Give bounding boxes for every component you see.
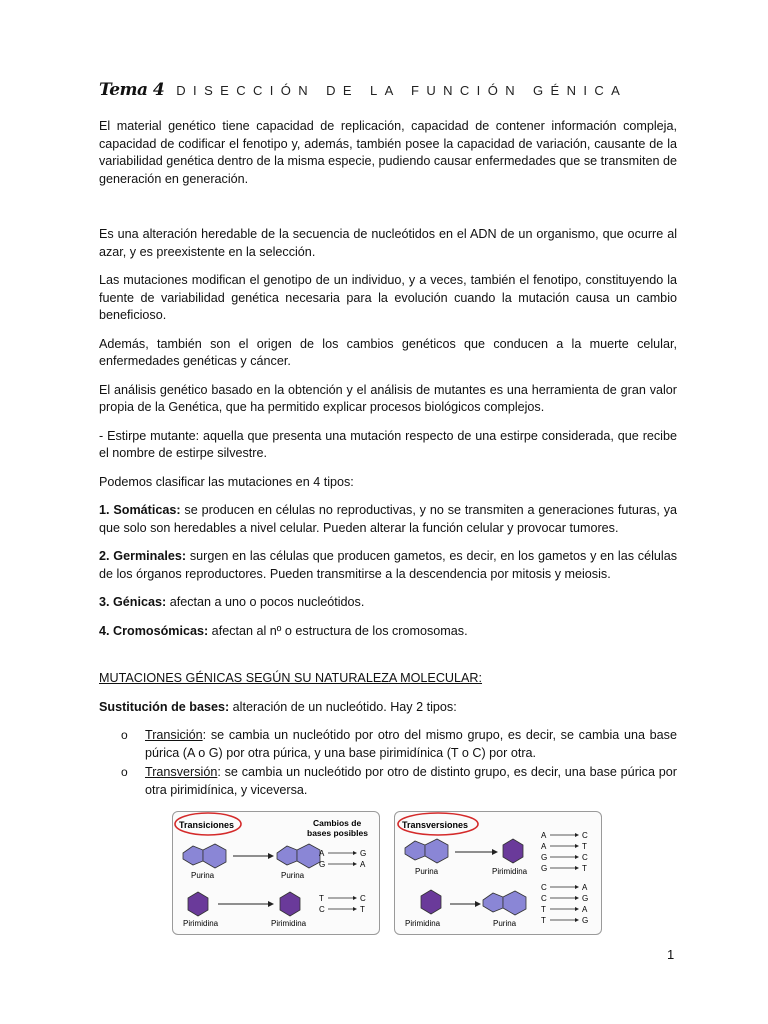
bullet-mark: o — [121, 728, 128, 742]
molecule-label: Purina — [281, 871, 305, 880]
purine-molecule — [277, 844, 320, 868]
pyrimidine-molecule — [280, 892, 300, 916]
list-item — [123, 727, 677, 762]
base-letter: A — [319, 849, 325, 858]
type-label: 2. Germinales: — [99, 549, 187, 563]
pyrimidine-molecule — [188, 892, 208, 916]
base-letter: T — [582, 864, 587, 873]
base-letter: G — [541, 853, 548, 862]
pyrimidine-molecule — [503, 839, 523, 863]
base-letter: T — [360, 905, 365, 914]
figure-subtitle: Cambios de — [313, 818, 362, 828]
bullet-term: Transversión — [145, 765, 218, 779]
substitution-paragraph — [99, 699, 677, 717]
transitions-figure — [172, 811, 380, 935]
figures-area — [172, 811, 606, 935]
type-label: 1. Somáticas: — [99, 503, 181, 517]
base-letter: A — [360, 860, 366, 869]
base-letter: T — [541, 905, 546, 914]
purine-molecule — [183, 844, 226, 868]
type-text: afectan al nº o estructura de los cromosomas. — [208, 623, 468, 638]
base-letter: C — [541, 883, 547, 892]
base-letter: T — [541, 916, 546, 925]
paragraph-genotype: Las mutaciones modifican el genotipo de un individuo, y a veces, también el fenotipo, constituyendo la fuente de variabilidad genética necesaria para la evolución cuando la mutación causa un cambio beneficioso. — [99, 273, 677, 322]
base-letter: G — [360, 849, 367, 858]
arrow-head — [492, 849, 498, 855]
molecule-label: Pirimidina — [405, 919, 441, 928]
transversions-figure — [394, 811, 602, 935]
paragraph-estirpe: - Estirpe mutante: aquella que presenta una mutación respecto de una estirpe considerada, que recibe el nombre de estirpe silvestre. — [99, 428, 677, 460]
purine-molecule — [483, 891, 526, 915]
type-text: se producen en células no reproductivas, y no se transmiten a generaciones futuras, ya que solo son heredables a nivel celular. Pueden alterar la función celular y provocar tumores. — [99, 503, 677, 535]
molecule-label: Purina — [493, 919, 517, 928]
type-item — [99, 594, 677, 612]
title-row — [99, 82, 677, 110]
base-letter: G — [582, 894, 589, 903]
molecule-label: Pirimidina — [183, 919, 219, 928]
base-letter: T — [582, 842, 587, 851]
document-page — [99, 82, 677, 801]
pyrimidine-molecule — [421, 890, 441, 914]
page-number: 1 — [667, 947, 675, 962]
base-letter: A — [582, 905, 588, 914]
molecule-label: Pirimidina — [492, 867, 528, 876]
figure-subtitle: bases posibles — [307, 828, 368, 838]
paragraph-definition: Es una alteración heredable de la secuencia de nucleótidos en el ADN de un organismo, que ocurre al azar, y es preexistente en la selección. — [99, 227, 677, 259]
base-letter: C — [582, 853, 588, 862]
base-letter: C — [360, 894, 366, 903]
arrow-head — [475, 901, 481, 907]
arrow-head — [268, 853, 274, 859]
base-letter: G — [582, 916, 589, 925]
page-title: DISECCIÓN DE LA FUNCIÓN GÉNICA — [176, 83, 628, 98]
paragraph-origin: Además, también son el origen de los cambios genéticos que conducen a la muerte celular, enfermedades genéticas y cáncer. — [99, 336, 677, 368]
transitions-diagram — [173, 812, 379, 934]
type-text: surgen en las células que producen gametos, es decir, en los gametos y en las células de los órganos reproductores. Pueden transmitirse a la descendencia por mitosis y meiosis. — [99, 549, 677, 581]
section-heading: MUTACIONES GÉNICAS SEGÚN SU NATURALEZA MOLECULAR: — [99, 671, 483, 685]
base-letter: A — [541, 831, 547, 840]
molecule-label: Pirimidina — [271, 919, 307, 928]
bullet-term: Transición — [145, 728, 203, 742]
base-letter: A — [541, 842, 547, 851]
figure-title: Transiciones — [179, 820, 235, 830]
base-letter: C — [319, 905, 325, 914]
tema-label: Tema 4 — [99, 80, 165, 100]
paragraph-classify: Podemos clasificar las mutaciones en 4 tipos: — [99, 474, 354, 489]
molecule-label: Purina — [191, 871, 215, 880]
figure-title: Transversiones — [402, 820, 469, 830]
base-letter: C — [582, 831, 588, 840]
type-label: 4. Cromosómicas: — [99, 623, 209, 638]
substitution-list — [99, 727, 677, 799]
purine-molecule — [405, 839, 448, 863]
substitution-text: alteración de un nucleótido. Hay 2 tipos: — [229, 699, 457, 714]
bullet-text: : se cambia un nucleótido por otro del mismo grupo, es decir, se cambia una base púrica (A o G) por otra púrica, y una base pirimidínica (T o C) por otra. — [145, 728, 677, 760]
bullet-text: : se cambia un nucleótido por otro de distinto grupo, es decir, una base púrica por otra pirimidínica, y viceversa. — [145, 765, 677, 797]
paragraph-analysis: El análisis genético basado en la obtención y el análisis de mutantes es una herramienta de gran valor propia de la Genética, que ha permitido explicar procesos biológicos complejos. — [99, 382, 677, 414]
base-letter: G — [541, 864, 548, 873]
base-letter: A — [582, 883, 588, 892]
transversions-diagram — [395, 812, 601, 934]
arrow-head — [268, 901, 274, 907]
type-item — [99, 623, 677, 641]
list-item — [123, 764, 677, 799]
substitution-label: Sustitución de bases: — [99, 699, 230, 714]
type-item — [99, 502, 677, 537]
type-label: 3. Génicas: — [99, 595, 167, 609]
type-text: afectan a uno o pocos nucleótidos. — [166, 595, 365, 609]
molecule-label: Purina — [415, 867, 439, 876]
base-letter: G — [319, 860, 326, 869]
bullet-mark: o — [121, 765, 128, 779]
base-letter: T — [319, 894, 324, 903]
intro-paragraph: El material genético tiene capacidad de replicación, capacidad de contener información compleja, capacidad de codificar el fenotipo y, además, también posee la capacidad de variación, causante de la variabilidad genética dentro de la misma especie, pudiendo causar enfermedades que se transmiten de generación en generación. — [99, 119, 677, 186]
base-letter: C — [541, 894, 547, 903]
type-item — [99, 548, 677, 583]
